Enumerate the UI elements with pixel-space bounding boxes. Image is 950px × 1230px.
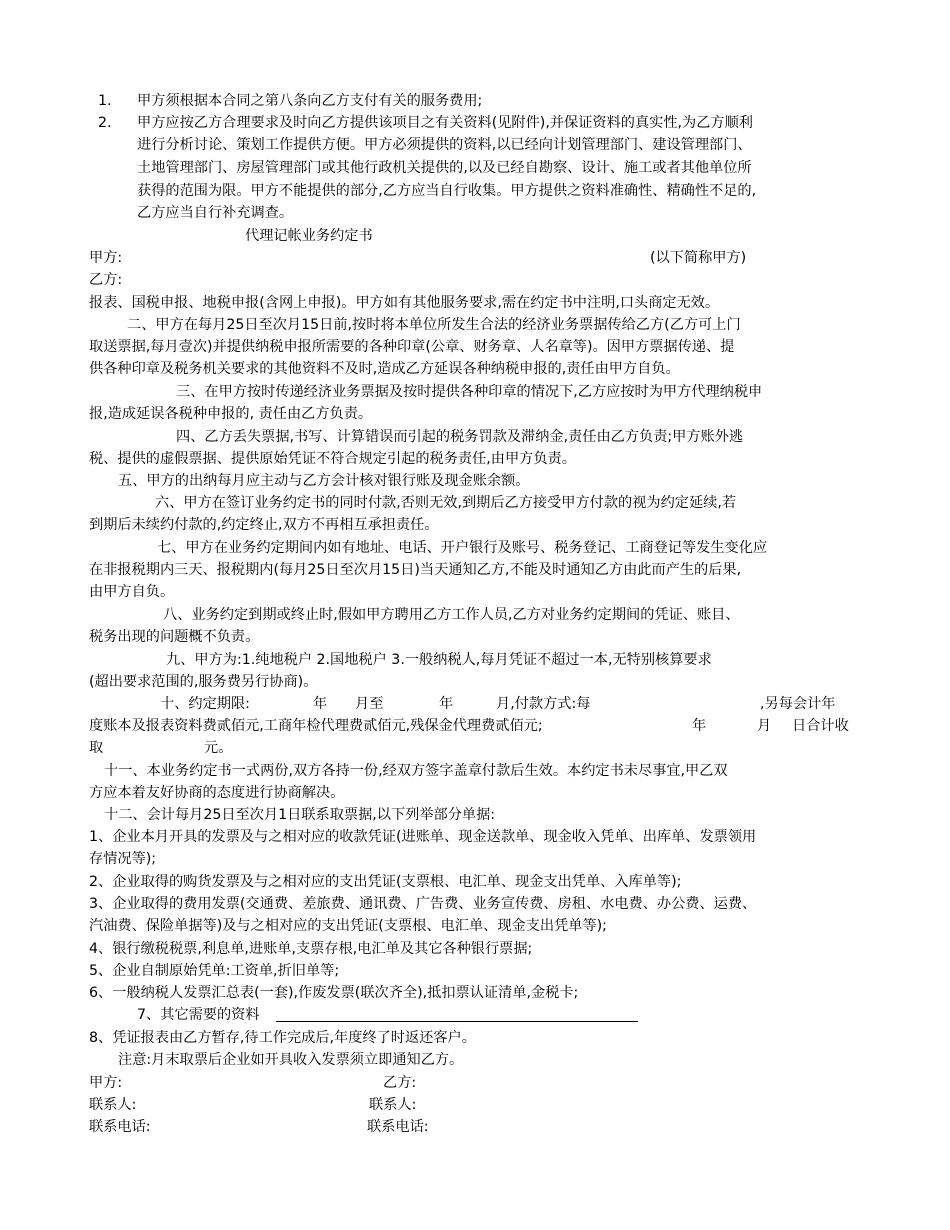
doc-item-8: 8、凭证报表由乙方暂存,待工作完成后,年度终了时返还客户。 xyxy=(89,1030,476,1046)
clause-10-end-year: 年 xyxy=(439,696,454,712)
intro-item-1-number: 1. xyxy=(98,93,112,109)
clause-10-date-month: 月 xyxy=(757,718,772,734)
clause-10-date-day-total: 日合计收 xyxy=(792,718,849,734)
clause-3-line-1: 三、在甲方按时传递经济业务票据及按时提供各种印章的情况下,乙方应按时为甲方代理纳税申 xyxy=(176,384,763,400)
clause-10-yuan: 元。 xyxy=(204,740,233,756)
intro-item-2-line-3: 土地管理部门、房屋管理部门或其他行政机关提供的,以及已经自勘察、设计、施工或者其他单位所 xyxy=(137,160,752,176)
intro-item-2-line-2: 进行分析讨论、策划工作提供方便。甲方必须提供的资料,以已经向计划管理部门、建设管理部门、 xyxy=(137,137,752,153)
intro-item-2-line-5: 乙方应当自行补充调查。 xyxy=(137,205,294,221)
clause-10-label: 十、约定期限: xyxy=(160,696,250,712)
doc-item-6: 6、一般纳税人发票汇总表(一套),作废发票(联次齐全),抵扣票认证清单,金税卡; xyxy=(89,985,579,1001)
clause-7-line-3: 由甲方自负。 xyxy=(89,584,175,600)
clause-7-line-1: 七、甲方在业务约定期间内如有地址、电话、开户银行及账号、税务登记、工商登记等发生变化应 xyxy=(157,540,768,556)
clause-10-date-year: 年 xyxy=(692,718,707,734)
signature-a-phone: 联系电话: xyxy=(89,1119,151,1135)
clause-9-line-2: (超出要求范围的,服务费另行协商)。 xyxy=(89,674,318,690)
clause-10-receive: 取 xyxy=(89,740,104,756)
clause-10-start-year: 年 xyxy=(313,696,328,712)
clause-2-line-2: 取送票据,每月壹次)并提供纳税申报所需要的各种印章(公章、财务章、人名章等)。因甲方票据传递、提 xyxy=(89,339,735,355)
clause-1-tail: 报表、国税申报、地税申报(含网上申报)。甲方如有其他服务要求,需在约定书中注明,口头商定无效。 xyxy=(89,295,720,311)
clause-10-start-month: 月至 xyxy=(355,696,384,712)
clause-7-line-2: 在非报税期内三天、报税期内(每月25日至次月15日)当天通知乙方,不能及时通知乙方由此而产生的后果, xyxy=(89,562,742,578)
party-a-label: 甲方: xyxy=(89,250,123,266)
party-a-short-name: (以下简称甲方) xyxy=(650,250,747,266)
clause-10-fees: 度账本及报表资料费贰佰元,工商年检代理费贰佰元,残保金代理费贰佰元; xyxy=(89,718,543,734)
clause-9-line-1: 九、甲方为:1.纯地税户 2.国地税户 3.一般纳税人,每月凭证不超过一本,无特别核算要求 xyxy=(166,652,712,668)
document-title: 代理记帐业务约定书 xyxy=(245,228,373,244)
clause-8-line-1: 八、业务约定到期或终止时,假如甲方聘用乙方工作人员,乙方对业务约定期间的凭证、账目、 xyxy=(163,607,740,623)
doc-item-7: 7、其它需要的资料 xyxy=(137,1007,260,1023)
clause-4-line-2: 税、提供的虚假票据、提供原始凭证不符合规定引起的税务责任,由甲方负责。 xyxy=(89,451,576,467)
signature-b-contact: 联系人: xyxy=(369,1097,417,1113)
doc-item-1-line-1: 1、企业本月开具的发票及与之相对应的收款凭证(进账单、现金送款单、现金收入凭单、出库单、发票领用 xyxy=(89,829,757,845)
clause-2-line-3: 供各种印章及税务机关要求的其他资料不及时,造成乙方延误各种纳税申报的,责任由甲方自负。 xyxy=(89,361,680,377)
intro-item-2-line-1: 甲方应按乙方合理要求及时向乙方提供该项目之有关资料(见附件),并保证资料的真实性,为乙方顺利 xyxy=(137,115,753,131)
clause-10-annual-fee-intro: ,另每会计年 xyxy=(760,696,836,712)
intro-item-1-text: 甲方须根据本合同之第八条向乙方支付有关的服务费用; xyxy=(137,93,483,109)
clause-5: 五、甲方的出纳每月应主动与乙方会计核对银行账及现金账余额。 xyxy=(118,473,530,489)
notice: 注意:月末取票后企业如开具收入发票须立即通知乙方。 xyxy=(118,1052,464,1068)
clause-11-line-1: 十一、本业务约定书一式两份,双方各持一份,经双方签字盖章付款后生效。本约定书未尽事宜,甲乙双 xyxy=(104,763,728,779)
clause-6-line-1: 六、甲方在签订业务约定书的同时付款,否则无效,到期后乙方接受甲方付款的视为约定延续,若 xyxy=(155,495,737,511)
clause-11-line-2: 方应本着友好协商的态度进行协商解决。 xyxy=(89,785,345,801)
intro-item-2-line-4: 获得的范围为限。甲方不能提供的部分,乙方应当自行收集。甲方提供之资料准确性、精确性不足的, xyxy=(137,183,757,199)
signature-party-b: 乙方: xyxy=(383,1075,417,1091)
doc-item-5: 5、企业自制原始凭单:工资单,折旧单等; xyxy=(89,963,340,979)
doc-item-7-blank-line xyxy=(276,1021,638,1022)
clause-6-line-2: 到期后未续约付款的,约定终止,双方不再相互承担责任。 xyxy=(89,517,439,533)
party-b-label: 乙方: xyxy=(89,272,123,288)
clause-10-payment-method: 月,付款方式:每 xyxy=(496,696,591,712)
clause-3-line-2: 报,造成延误各税种申报的, 责任由乙方负责。 xyxy=(89,406,373,422)
clause-4-line-1: 四、乙方丢失票据,书写、计算错误而引起的税务罚款及滞纳金,责任由乙方负责;甲方账外逃 xyxy=(176,429,744,445)
signature-a-contact: 联系人: xyxy=(89,1097,137,1113)
doc-item-2: 2、企业取得的购货发票及与之相对应的支出凭证(支票根、电汇单、现金支出凭单、入库单等); xyxy=(89,874,682,890)
clause-2-line-1: 二、甲方在每月25日至次月15日前,按时将本单位所发生合法的经济业务票据传给乙方(乙方可上门 xyxy=(127,317,741,333)
clause-12: 十二、会计每月25日至次月1日联系取票据,以下列举部分单据: xyxy=(104,807,496,823)
doc-item-1-line-2: 存情况等); xyxy=(89,851,157,867)
signature-b-phone: 联系电话: xyxy=(367,1119,429,1135)
intro-item-2-number: 2. xyxy=(98,115,112,131)
doc-item-3-line-1: 3、企业取得的费用发票(交通费、差旅费、通讯费、广告费、业务宣传费、房租、水电费、办公费、运费、 xyxy=(89,896,757,912)
doc-item-4: 4、银行缴税税票,利息单,进账单,支票存根,电汇单及其它各种银行票据; xyxy=(89,941,533,957)
signature-party-a: 甲方: xyxy=(89,1075,123,1091)
doc-item-3-line-2: 汽油费、保险单据等)及与之相对应的支出凭证(支票根、电汇单、现金支出凭单等); xyxy=(89,918,607,934)
clause-8-line-2: 税务出现的问题概不负责。 xyxy=(89,629,260,645)
